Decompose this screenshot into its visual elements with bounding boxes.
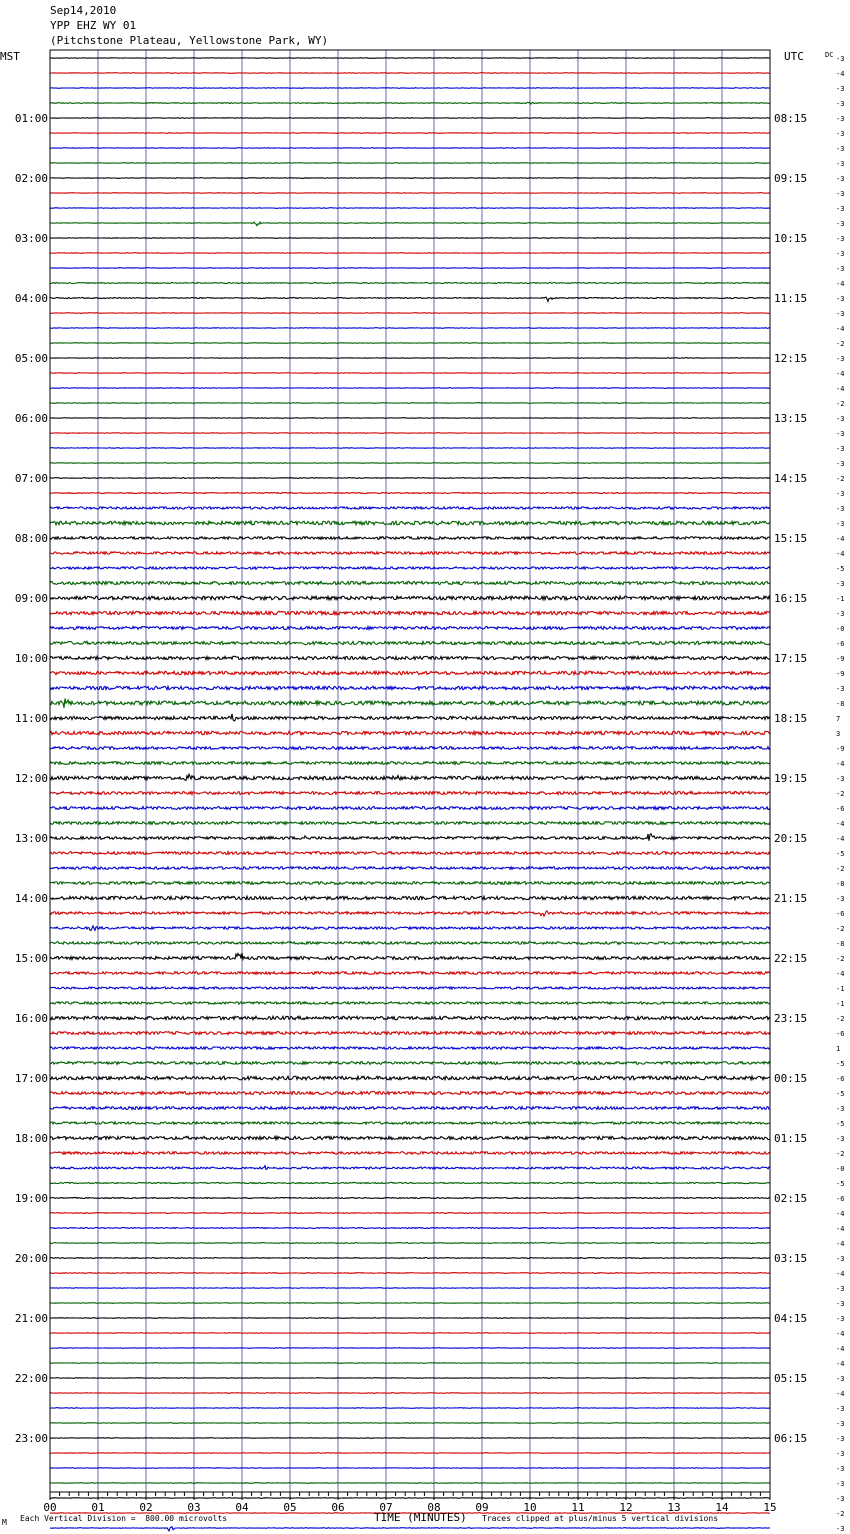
dc-offset-label: -9 — [836, 745, 845, 753]
dc-offset-label: -3 — [836, 1255, 845, 1263]
trace-line — [50, 671, 770, 674]
mst-hour-label: 13:00 — [14, 832, 48, 845]
trace-line — [50, 686, 770, 689]
dc-offset-label: -4 — [836, 760, 845, 768]
dc-offset-label: -4 — [836, 280, 845, 288]
dc-offset-label: -0 — [836, 625, 845, 633]
dc-offset-label: 1 — [836, 1045, 841, 1053]
trace-line — [50, 463, 770, 464]
dc-offset-label: -3 — [836, 1105, 845, 1113]
trace-line — [50, 73, 770, 74]
header-location: (Pitchstone Plateau, Yellowstone Park, WY) — [50, 34, 329, 47]
utc-hour-label: 02:15 — [774, 1192, 808, 1205]
x-tick-label: 09 — [475, 1501, 489, 1514]
x-tick-label: 01 — [91, 1501, 105, 1514]
mst-hour-label: 17:00 — [14, 1072, 48, 1085]
mst-hour-label: 11:00 — [14, 712, 48, 725]
x-tick-label: 02 — [139, 1501, 153, 1514]
trace-line — [50, 1288, 770, 1289]
dc-offset-label: -3 — [836, 1405, 845, 1413]
dc-offset-label: -4 — [836, 1210, 845, 1218]
utc-hour-label: 23:15 — [774, 1012, 808, 1025]
trace-line — [50, 1062, 770, 1065]
dc-offset-label: -6 — [836, 1195, 845, 1203]
trace-line — [50, 611, 770, 614]
dc-offset-label: -4 — [836, 1345, 845, 1353]
dc-offset-label: -5 — [836, 1060, 845, 1068]
trace-line — [50, 762, 770, 765]
trace-line — [50, 493, 770, 494]
dc-offset-label: -9 — [836, 670, 845, 678]
dc-offset-label: -6 — [836, 910, 845, 918]
dc-offset-label: -2 — [836, 790, 845, 798]
utc-hour-label: 17:15 — [774, 652, 808, 665]
mst-hour-label: 06:00 — [14, 412, 48, 425]
dc-offset-label: -1 — [836, 1000, 845, 1008]
utc-hour-label: 16:15 — [774, 592, 808, 605]
trace-line — [50, 1166, 770, 1170]
utc-hour-label: 08:15 — [774, 112, 808, 125]
trace-line — [50, 656, 770, 659]
dc-offset-label: -3 — [836, 205, 845, 213]
dc-offset-label: -3 — [836, 430, 845, 438]
dc-offset-label: -5 — [836, 565, 845, 573]
trace-line — [50, 953, 770, 960]
trace-line — [50, 88, 770, 89]
dc-offset-label: -3 — [836, 490, 845, 498]
dc-offset-label: -4 — [836, 1240, 845, 1248]
dc-offset-label: -5 — [836, 1090, 845, 1098]
x-tick-label: 10 — [523, 1501, 537, 1514]
dc-offset-label: -3 — [836, 145, 845, 153]
trace-line — [50, 1438, 770, 1439]
dc-offset-label: -2 — [836, 400, 845, 408]
trace-line — [50, 1527, 770, 1531]
dc-offset-label: -4 — [836, 550, 845, 558]
mst-hour-label: 16:00 — [14, 1012, 48, 1025]
dc-label: DC — [825, 51, 834, 59]
mst-hour-label: 18:00 — [14, 1132, 48, 1145]
trace-line — [50, 1363, 770, 1364]
dc-offset-label: -1 — [836, 985, 845, 993]
trace-line — [50, 1213, 770, 1214]
trace-line — [50, 283, 770, 284]
mst-hour-label: 23:00 — [14, 1432, 48, 1445]
x-axis-label: TIME (MINUTES) — [374, 1511, 467, 1524]
trace-line — [50, 328, 770, 329]
trace-line — [50, 118, 770, 119]
trace-line — [50, 1198, 770, 1199]
trace-line — [50, 1333, 770, 1334]
trace-line — [50, 537, 770, 540]
utc-hour-label: 03:15 — [774, 1252, 808, 1265]
dc-offset-label: 7 — [836, 715, 841, 723]
utc-hour-label: 15:15 — [774, 532, 808, 545]
dc-offset-label: -4 — [836, 1360, 845, 1368]
trace-line — [50, 448, 770, 449]
x-tick-label: 13 — [667, 1501, 681, 1514]
trace-line — [50, 926, 770, 931]
mst-hour-label: 05:00 — [14, 352, 48, 365]
trace-line — [50, 208, 770, 209]
dc-offset-label: -5 — [836, 1120, 845, 1128]
dc-offset-label: -4 — [836, 820, 845, 828]
dc-offset-label: -3 — [836, 310, 845, 318]
utc-hour-label: 00:15 — [774, 1072, 808, 1085]
utc-hour-label: 04:15 — [774, 1312, 808, 1325]
trace-line — [50, 567, 770, 569]
utc-label: UTC — [784, 50, 804, 63]
header-date: Sep14,2010 — [50, 4, 117, 17]
dc-offset-label: -4 — [836, 535, 845, 543]
trace-line — [50, 807, 770, 810]
time-grid — [50, 50, 770, 1492]
utc-hour-label: 18:15 — [774, 712, 808, 725]
dc-offset-label: -3 — [836, 1525, 845, 1533]
x-tick-label: 05 — [283, 1501, 297, 1514]
dc-offset-label: -2 — [836, 925, 845, 933]
dc-offset-label: -8 — [836, 700, 845, 708]
trace-line — [50, 1408, 770, 1409]
trace-line — [50, 373, 770, 374]
dc-offset-label: -9 — [836, 655, 845, 663]
trace-line — [50, 1152, 770, 1155]
dc-offset-label: -4 — [836, 1225, 845, 1233]
trace-line — [50, 433, 770, 434]
trace-line — [50, 731, 770, 734]
trace-line — [50, 1122, 770, 1124]
x-tick-label: 11 — [571, 1501, 585, 1514]
scale-note: Each Vertical Division = 800.00 microvolts — [20, 1514, 228, 1523]
dc-offset-label: -4 — [836, 385, 845, 393]
mst-hour-label: 15:00 — [14, 952, 48, 965]
dc-offset-label: -3 — [836, 295, 845, 303]
dc-offset-label: -3 — [836, 355, 845, 363]
dc-offset-label: -3 — [836, 1135, 845, 1143]
seismic-traces — [50, 58, 770, 1534]
trace-line — [50, 1318, 770, 1319]
trace-line — [50, 1273, 770, 1274]
dc-offset-label: -3 — [836, 580, 845, 588]
trace-line — [50, 942, 770, 945]
dc-offset-label: -2 — [836, 475, 845, 483]
dc-offset-label: -6 — [836, 1075, 845, 1083]
plot-frame — [50, 50, 770, 1492]
trace-line — [50, 1393, 770, 1394]
trace-line — [50, 627, 770, 630]
dc-offset-label: -3 — [836, 1480, 845, 1488]
trace-line — [50, 1243, 770, 1244]
mst-hour-label: 22:00 — [14, 1372, 48, 1385]
trace-line — [50, 178, 770, 179]
trace-line — [50, 1107, 770, 1110]
header-station: YPP EHZ WY 01 — [50, 19, 137, 32]
trace-line — [50, 388, 770, 389]
utc-hour-label: 06:15 — [774, 1432, 808, 1445]
dc-offset-label: -6 — [836, 805, 845, 813]
trace-line — [50, 222, 770, 226]
utc-hour-label: 20:15 — [774, 832, 808, 845]
dc-offset-label: -3 — [836, 415, 845, 423]
trace-line — [50, 714, 770, 721]
dc-offset-label: -3 — [836, 685, 845, 693]
mst-hour-label: 14:00 — [14, 892, 48, 905]
trace-line — [50, 911, 770, 916]
mst-hour-label: 08:00 — [14, 532, 48, 545]
x-tick-label: 08 — [427, 1501, 441, 1514]
trace-line — [50, 1348, 770, 1349]
mst-hour-label: 19:00 — [14, 1192, 48, 1205]
dc-offset-label: -3 — [836, 55, 845, 63]
trace-line — [50, 1182, 770, 1183]
trace-line — [50, 792, 770, 795]
dc-offset-label: -5 — [836, 850, 845, 858]
trace-line — [50, 478, 770, 479]
dc-offset-label: -2 — [836, 1510, 845, 1518]
dc-offset-label: -4 — [836, 325, 845, 333]
dc-offset-label: -5 — [836, 1180, 845, 1188]
x-tick-label: 12 — [619, 1501, 633, 1514]
dc-offset-label: -3 — [836, 1315, 845, 1323]
trace-line — [50, 238, 770, 239]
dc-offset-label: -4 — [836, 1270, 845, 1278]
mst-hour-label: 12:00 — [14, 772, 48, 785]
dc-offset-label: -3 — [836, 100, 845, 108]
dc-offset-label: -3 — [836, 250, 845, 258]
dc-offset-label: -3 — [836, 1495, 845, 1503]
dc-offset-label: -3 — [836, 1420, 845, 1428]
utc-hour-label: 10:15 — [774, 232, 808, 245]
dc-offset-label: -3 — [836, 505, 845, 513]
trace-line — [50, 641, 770, 644]
trace-line — [50, 834, 770, 841]
trace-line — [50, 699, 770, 708]
dc-offset-label: -3 — [836, 460, 845, 468]
dc-offset-label: -8 — [836, 880, 845, 888]
utc-hour-label: 21:15 — [774, 892, 808, 905]
trace-line — [50, 1378, 770, 1379]
dc-offset-label: -3 — [836, 220, 845, 228]
trace-line — [50, 163, 770, 164]
trace-line — [50, 1032, 770, 1035]
mst-hour-label: 20:00 — [14, 1252, 48, 1265]
dc-offset-label: -6 — [836, 1030, 845, 1038]
dc-offset-label: -3 — [836, 85, 845, 93]
mst-hour-label: 03:00 — [14, 232, 48, 245]
dc-offset-label: -2 — [836, 1150, 845, 1158]
dc-offset-label: -3 — [836, 1435, 845, 1443]
trace-line — [50, 253, 770, 254]
trace-line — [50, 1047, 770, 1049]
mst-hour-label: 09:00 — [14, 592, 48, 605]
trace-line — [50, 193, 770, 194]
dc-offset-label: -3 — [836, 895, 845, 903]
x-tick-label: 06 — [331, 1501, 345, 1514]
dc-offset-label: -0 — [836, 1165, 845, 1173]
dc-offset-label: -3 — [836, 160, 845, 168]
trace-line — [50, 521, 770, 525]
trace-line — [50, 867, 770, 870]
dc-offset-label: -2 — [836, 340, 845, 348]
mst-hour-label: 04:00 — [14, 292, 48, 305]
trace-line — [50, 987, 770, 989]
dc-offset-label: -3 — [836, 130, 845, 138]
dc-offset-label: -2 — [836, 955, 845, 963]
trace-line — [50, 896, 770, 899]
mst-label: MST — [0, 50, 20, 63]
mst-hour-label: 07:00 — [14, 472, 48, 485]
trace-line — [50, 1303, 770, 1304]
trace-line — [50, 596, 770, 600]
mst-hour-label: 21:00 — [14, 1312, 48, 1325]
dc-offset-label: -8 — [836, 940, 845, 948]
trace-line — [50, 507, 770, 509]
x-tick-label: 00 — [43, 1501, 57, 1514]
dc-offset-label: -3 — [836, 1465, 845, 1473]
clip-note: Traces clipped at plus/minus 5 vertical divisions — [482, 1514, 719, 1523]
utc-hour-label: 14:15 — [774, 472, 808, 485]
trace-line — [50, 58, 770, 59]
dc-offset-label: -3 — [836, 235, 845, 243]
dc-offset-label: -3 — [836, 115, 845, 123]
dc-offset-label: 3 — [836, 730, 841, 738]
dc-offset-label: -4 — [836, 1390, 845, 1398]
dc-offset-label: -3 — [836, 1450, 845, 1458]
x-tick-label: 14 — [715, 1501, 729, 1514]
trace-line — [50, 852, 770, 855]
trace-line — [50, 297, 770, 301]
trace-line — [50, 1498, 770, 1499]
trace-line — [50, 1423, 770, 1424]
trace-line — [50, 747, 770, 750]
dc-offset-label: -4 — [836, 835, 845, 843]
trace-line — [50, 1002, 770, 1004]
trace-line — [50, 581, 770, 584]
trace-line — [50, 774, 770, 780]
utc-hour-label: 22:15 — [774, 952, 808, 965]
dc-offset-label: -2 — [836, 1015, 845, 1023]
trace-line — [50, 1016, 770, 1019]
trace-line — [50, 148, 770, 149]
dc-offset-label: -4 — [836, 1330, 845, 1338]
utc-hour-label: 09:15 — [774, 172, 808, 185]
trace-line — [50, 102, 770, 104]
trace-line — [50, 418, 770, 419]
trace-line — [50, 1228, 770, 1229]
trace-line — [50, 1483, 770, 1484]
dc-offset-label: -6 — [836, 640, 845, 648]
dc-offset-label: -3 — [836, 775, 845, 783]
dc-offset-label: -3 — [836, 265, 845, 273]
trace-line — [50, 1092, 770, 1095]
trace-line — [50, 1258, 770, 1259]
x-tick-label: 07 — [379, 1501, 393, 1514]
mst-hour-label: 01:00 — [14, 112, 48, 125]
dc-offset-label: -3 — [836, 1300, 845, 1308]
utc-hour-label: 11:15 — [774, 292, 808, 305]
mst-hour-label: 02:00 — [14, 172, 48, 185]
trace-line — [50, 1468, 770, 1469]
x-tick-label: 04 — [235, 1501, 249, 1514]
dc-offset-label: -4 — [836, 70, 845, 78]
dc-offset-label: -3 — [836, 175, 845, 183]
trace-line — [50, 822, 770, 825]
dc-offset-label: -2 — [836, 865, 845, 873]
corner-mark: M — [2, 1518, 7, 1527]
utc-hour-label: 01:15 — [774, 1132, 808, 1145]
trace-line — [50, 1453, 770, 1454]
x-tick-label: 15 — [763, 1501, 777, 1514]
trace-line — [50, 133, 770, 134]
trace-line — [50, 358, 770, 359]
trace-line — [50, 552, 770, 555]
trace-line — [50, 882, 770, 885]
dc-offset-label: -4 — [836, 370, 845, 378]
utc-hour-label: 05:15 — [774, 1372, 808, 1385]
utc-hour-label: 19:15 — [774, 772, 808, 785]
dc-offset-label: -3 — [836, 190, 845, 198]
trace-line — [50, 313, 770, 314]
trace-line — [50, 403, 770, 404]
dc-offset-label: -3 — [836, 610, 845, 618]
trace-line — [50, 343, 770, 344]
mst-hour-label: 10:00 — [14, 652, 48, 665]
dc-offset-label: -3 — [836, 520, 845, 528]
trace-line — [50, 972, 770, 975]
dc-offset-label: -4 — [836, 970, 845, 978]
trace-line — [50, 268, 770, 269]
utc-hour-label: 12:15 — [774, 352, 808, 365]
dc-offset-label: -3 — [836, 445, 845, 453]
trace-line — [50, 1076, 770, 1080]
dc-offset-label: -3 — [836, 1375, 845, 1383]
dc-offset-label: -1 — [836, 595, 845, 603]
x-tick-label: 03 — [187, 1501, 201, 1514]
trace-line — [50, 1136, 770, 1139]
utc-hour-label: 13:15 — [774, 412, 808, 425]
dc-offset-label: -3 — [836, 1285, 845, 1293]
